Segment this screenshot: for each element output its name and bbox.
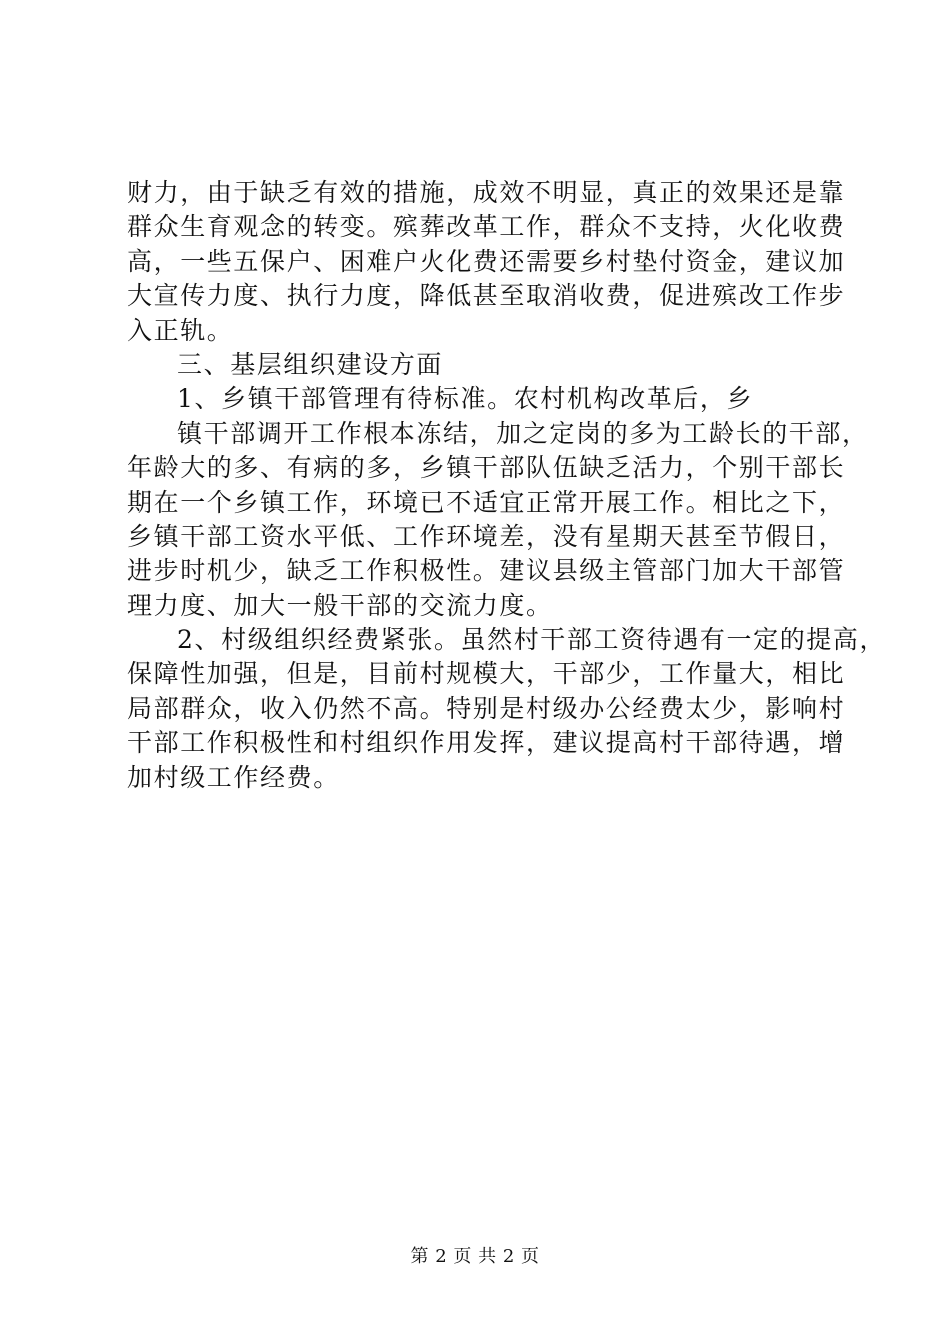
text-line-16: 局部群众，收入仍然不高。特别是村级办公经费太少，影响村 — [127, 693, 846, 723]
text-line-8: 镇干部调开工作根本冻结，加之定岗的多为工龄长的干部， — [177, 418, 869, 448]
item-1-heading-line: 1、乡镇干部管理有待标准。农村机构改革后，乡 — [177, 384, 754, 414]
text-line-2: 群众生育观念的转变。殡葬改革工作，群众不支持，火化收费 — [127, 212, 846, 242]
text-line-13: 理力度、加大一般干部的交流力度。 — [127, 590, 553, 620]
text-line-10: 期在一个乡镇工作，环境已不适宜正常开展工作。相比之下， — [127, 487, 846, 517]
text-line-11: 乡镇干部工资水平低、工作环境差，没有星期天甚至节假日， — [127, 521, 846, 551]
document-body — [127, 176, 887, 795]
text-line-5: 入正轨。 — [127, 315, 234, 345]
text-line-9: 年龄大的多、有病的多，乡镇干部队伍缺乏活力，个别干部长 — [127, 453, 846, 483]
text-line-3: 高，一些五保户、困难户火化费还需要乡村垫付资金，建议加 — [127, 246, 846, 276]
text-line-12: 进步时机少，缺乏工作积极性。建议县级主管部门加大干部管 — [127, 556, 846, 586]
section-heading: 三、基层组织建设方面 — [177, 349, 444, 379]
text-line-1: 财力，由于缺乏有效的措施，成效不明显，真正的效果还是靠 — [127, 178, 846, 207]
text-line-15: 保障性加强，但是，目前村规模大，干部少，工作量大，相比 — [127, 659, 846, 689]
item-2-heading-line: 2、村级组织经费紧张。虽然村干部工资待遇有一定的提高， — [177, 625, 887, 655]
page-number-footer: 第 2 页 共 2 页 — [410, 1246, 540, 1267]
text-line-18: 加村级工作经费。 — [127, 762, 340, 792]
text-line-17: 干部工作积极性和村组织作用发挥，建议提高村干部待遇，增 — [127, 728, 846, 758]
text-line-4: 大宣传力度、执行力度，降低甚至取消收费，促进殡改工作步 — [127, 281, 846, 311]
